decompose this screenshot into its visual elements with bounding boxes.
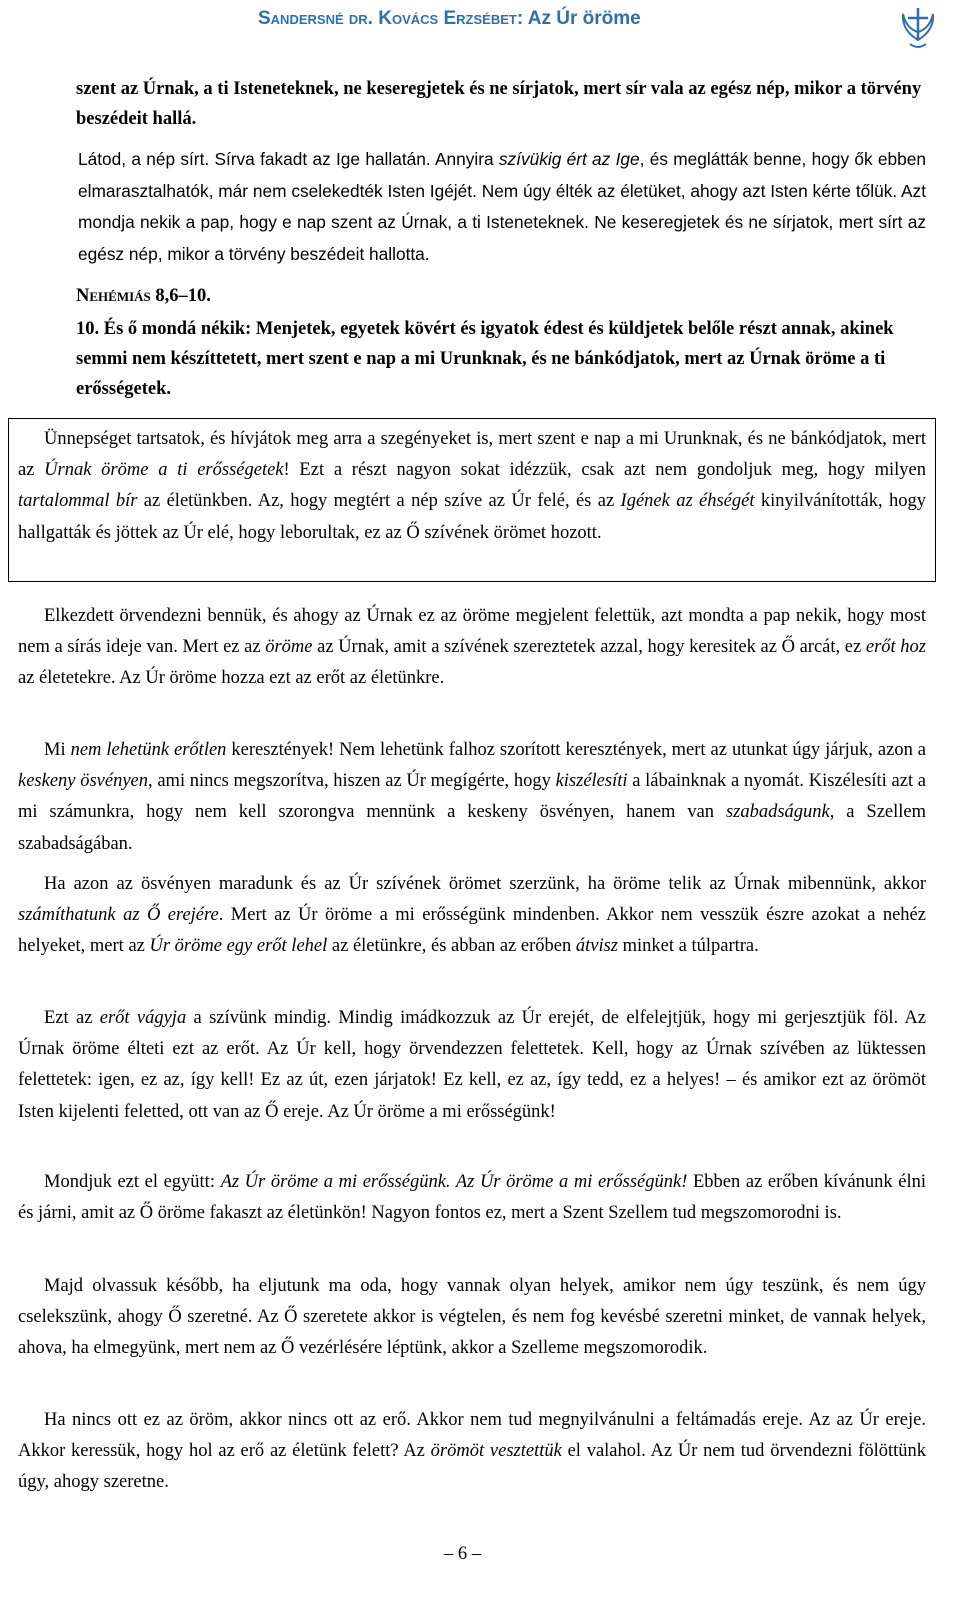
paragraph-6: Majd olvassuk később, ha eljutunk ma oda, hogy vannak olyan helyek, amikor nem úgy teszünk, és nem úgy cselekszünk, ahogy Ő szeretné. Az Ő szeretete akkor is végtelen, és nem fog kevésbé szeretni minket, de vannak helyek, ahova, ha elmegyünk, mert nem az Ő vezérlésére léptünk, akkor a Szelleme megszomorodik. xyxy=(18,1276,926,1359)
commentary-paragraph: Látod, a nép sírt. Sírva fakadt az Ige hallatán. Annyira szívükig ért az Ige, és meglátták benne, hogy ők ebben elmarasztalhatók, már nem cselekedték Isten Igéjét. Nem úgy élték az életüket, ahogy azt Isten kérte tőlük. Azt mondja nekik a pap, hogy e nap szent az Úrnak, a ti Isteneteknek. Ne keseregjetek és ne sírjatok, mert sírt az egész nép, mikor a törvény beszédeit hallotta. xyxy=(78,149,926,264)
paragraph-3: Ha azon az ösvényen maradunk és az Úr szívének örömet szerzünk, ha öröme telik az Úrnak mibennünk, akkor számíthatunk az Ő erejére. Mert az Úr öröme a mi erősségünk mindenben. Akkor nem vesszük észre azokat a nehéz helyeket, mert az Úr öröme egy erőt lehel az életünkre, és abban az erőben átvisz minket a túlpartra. xyxy=(18,874,926,957)
page-number: – 6 – xyxy=(444,1544,481,1564)
page-header xyxy=(0,4,960,36)
paragraph-2: Mi nem lehetünk erőtlen keresztények! Nem lehetünk falhoz szorított keresztények, mert az utunkat úgy járjuk, azon a keskeny ösvényen, ami nincs megszorítva, hiszen az Úr megígérte, hogy kiszélesíti a lábainknak a nyomát. Kiszélesíti azt a mi számunkra, hogy nem kell szorongva mennünk a keskeny ösvényen, hanem van szabadságunk, a Szellem szabadságában. xyxy=(18,740,927,854)
paragraph-7: Ha nincs ott ez az öröm, akkor nincs ott az erő. Akkor nem tud megnyilvánulni a feltámadás ereje. Az az Úr ereje. Akkor keressük, hogy hol az erő az életünk felett? Az örömöt vesztettük el valahol. Az Úr nem tud örvendezni fölöttünk úgy, ahogy szeretne. xyxy=(18,1410,926,1493)
paragraph-5: Mondjuk ezt el együtt: Az Úr öröme a mi erősségünk. Az Úr öröme a mi erősségünk! Ebben az erőben kívánunk élni és járni, amit az Ő öröme fakaszt az életünkön! Nagyon fontos ez, mert a Szent Szellem tud megszomorodni is. xyxy=(18,1172,927,1224)
scripture-reference: Nehémiás 8,6–10. xyxy=(76,286,211,306)
boxed-paragraph: Ünnepséget tartsatok, és hívjátok meg arra a szegényeket is, mert szent e nap a mi Urunknak, és ne bánkódjatok, mert az Úrnak öröme a ti erősségetek! Ezt a részt nagyon sokat idézzük, csak azt nem gondoljuk meg, hogy milyen tartalommal bír az életünkben. Az, hogy megtért a nép szíve az Úr felé, és az Igének az éhségét kinyilvánították, hogy hallgatták és jöttek az Úr elé, hogy leborultak, ez az Ő szívének örömet hozott. xyxy=(18,429,926,543)
paragraph-4: Ezt az erőt vágyja a szívünk mindig. Mindig imádkozzuk az Úr erejét, de elfelejtjük, hogy mi gerjesztjük föl. Az Úrnak öröme élteti ezt az erőt. Az Úr kell, hogy örvendezzen felettetek. Kell, hogy az Úrnak szívében az lüktessen felettetek: igen, ez az, így kell! Ez az út, ezen járjatok! Ez kell, ez az, így tedd, ez a helyes! – és amikor ezt az örömöt Isten kijelenti feletted, ott van az Ő ereje. Az Úr öröme a mi erősségünk! xyxy=(18,1008,927,1122)
author-name: Sandersné dr. Kovács Erzsébet: xyxy=(258,8,524,29)
paragraph-1: Elkezdett örvendezni bennük, és ahogy az Úrnak ez az öröme megjelent felettük, azt mondta a pap nekik, hogy most nem a sírás ideje van. Mert ez az öröme az Úrnak, amit a szívének szereztetek azzal, hogy keresitek az Ő arcát, ez erőt hoz az életetekre. Az Úr öröme hozza ezt az erőt az életünkre. xyxy=(18,606,926,689)
bible-quote-top: szent az Úrnak, a ti Isteneteknek, ne keseregjetek és ne sírjatok, mert sír vala az egész nép, mikor a törvény beszédeit hallá. xyxy=(76,79,922,129)
running-title xyxy=(258,8,641,30)
book-title: Az Úr öröme xyxy=(527,8,641,29)
bible-verse: 10. És ő mondá nékik: Menjetek, egyetek kövért és igyatok édest és küldjetek belőle részt annak, akinek semmi nem készíttetett, mert szent e nap a mi Urunknak, és ne bánkódjatok, mert az Úrnak öröme a ti erősségetek. xyxy=(76,319,894,399)
cross-hands-icon xyxy=(898,4,938,52)
